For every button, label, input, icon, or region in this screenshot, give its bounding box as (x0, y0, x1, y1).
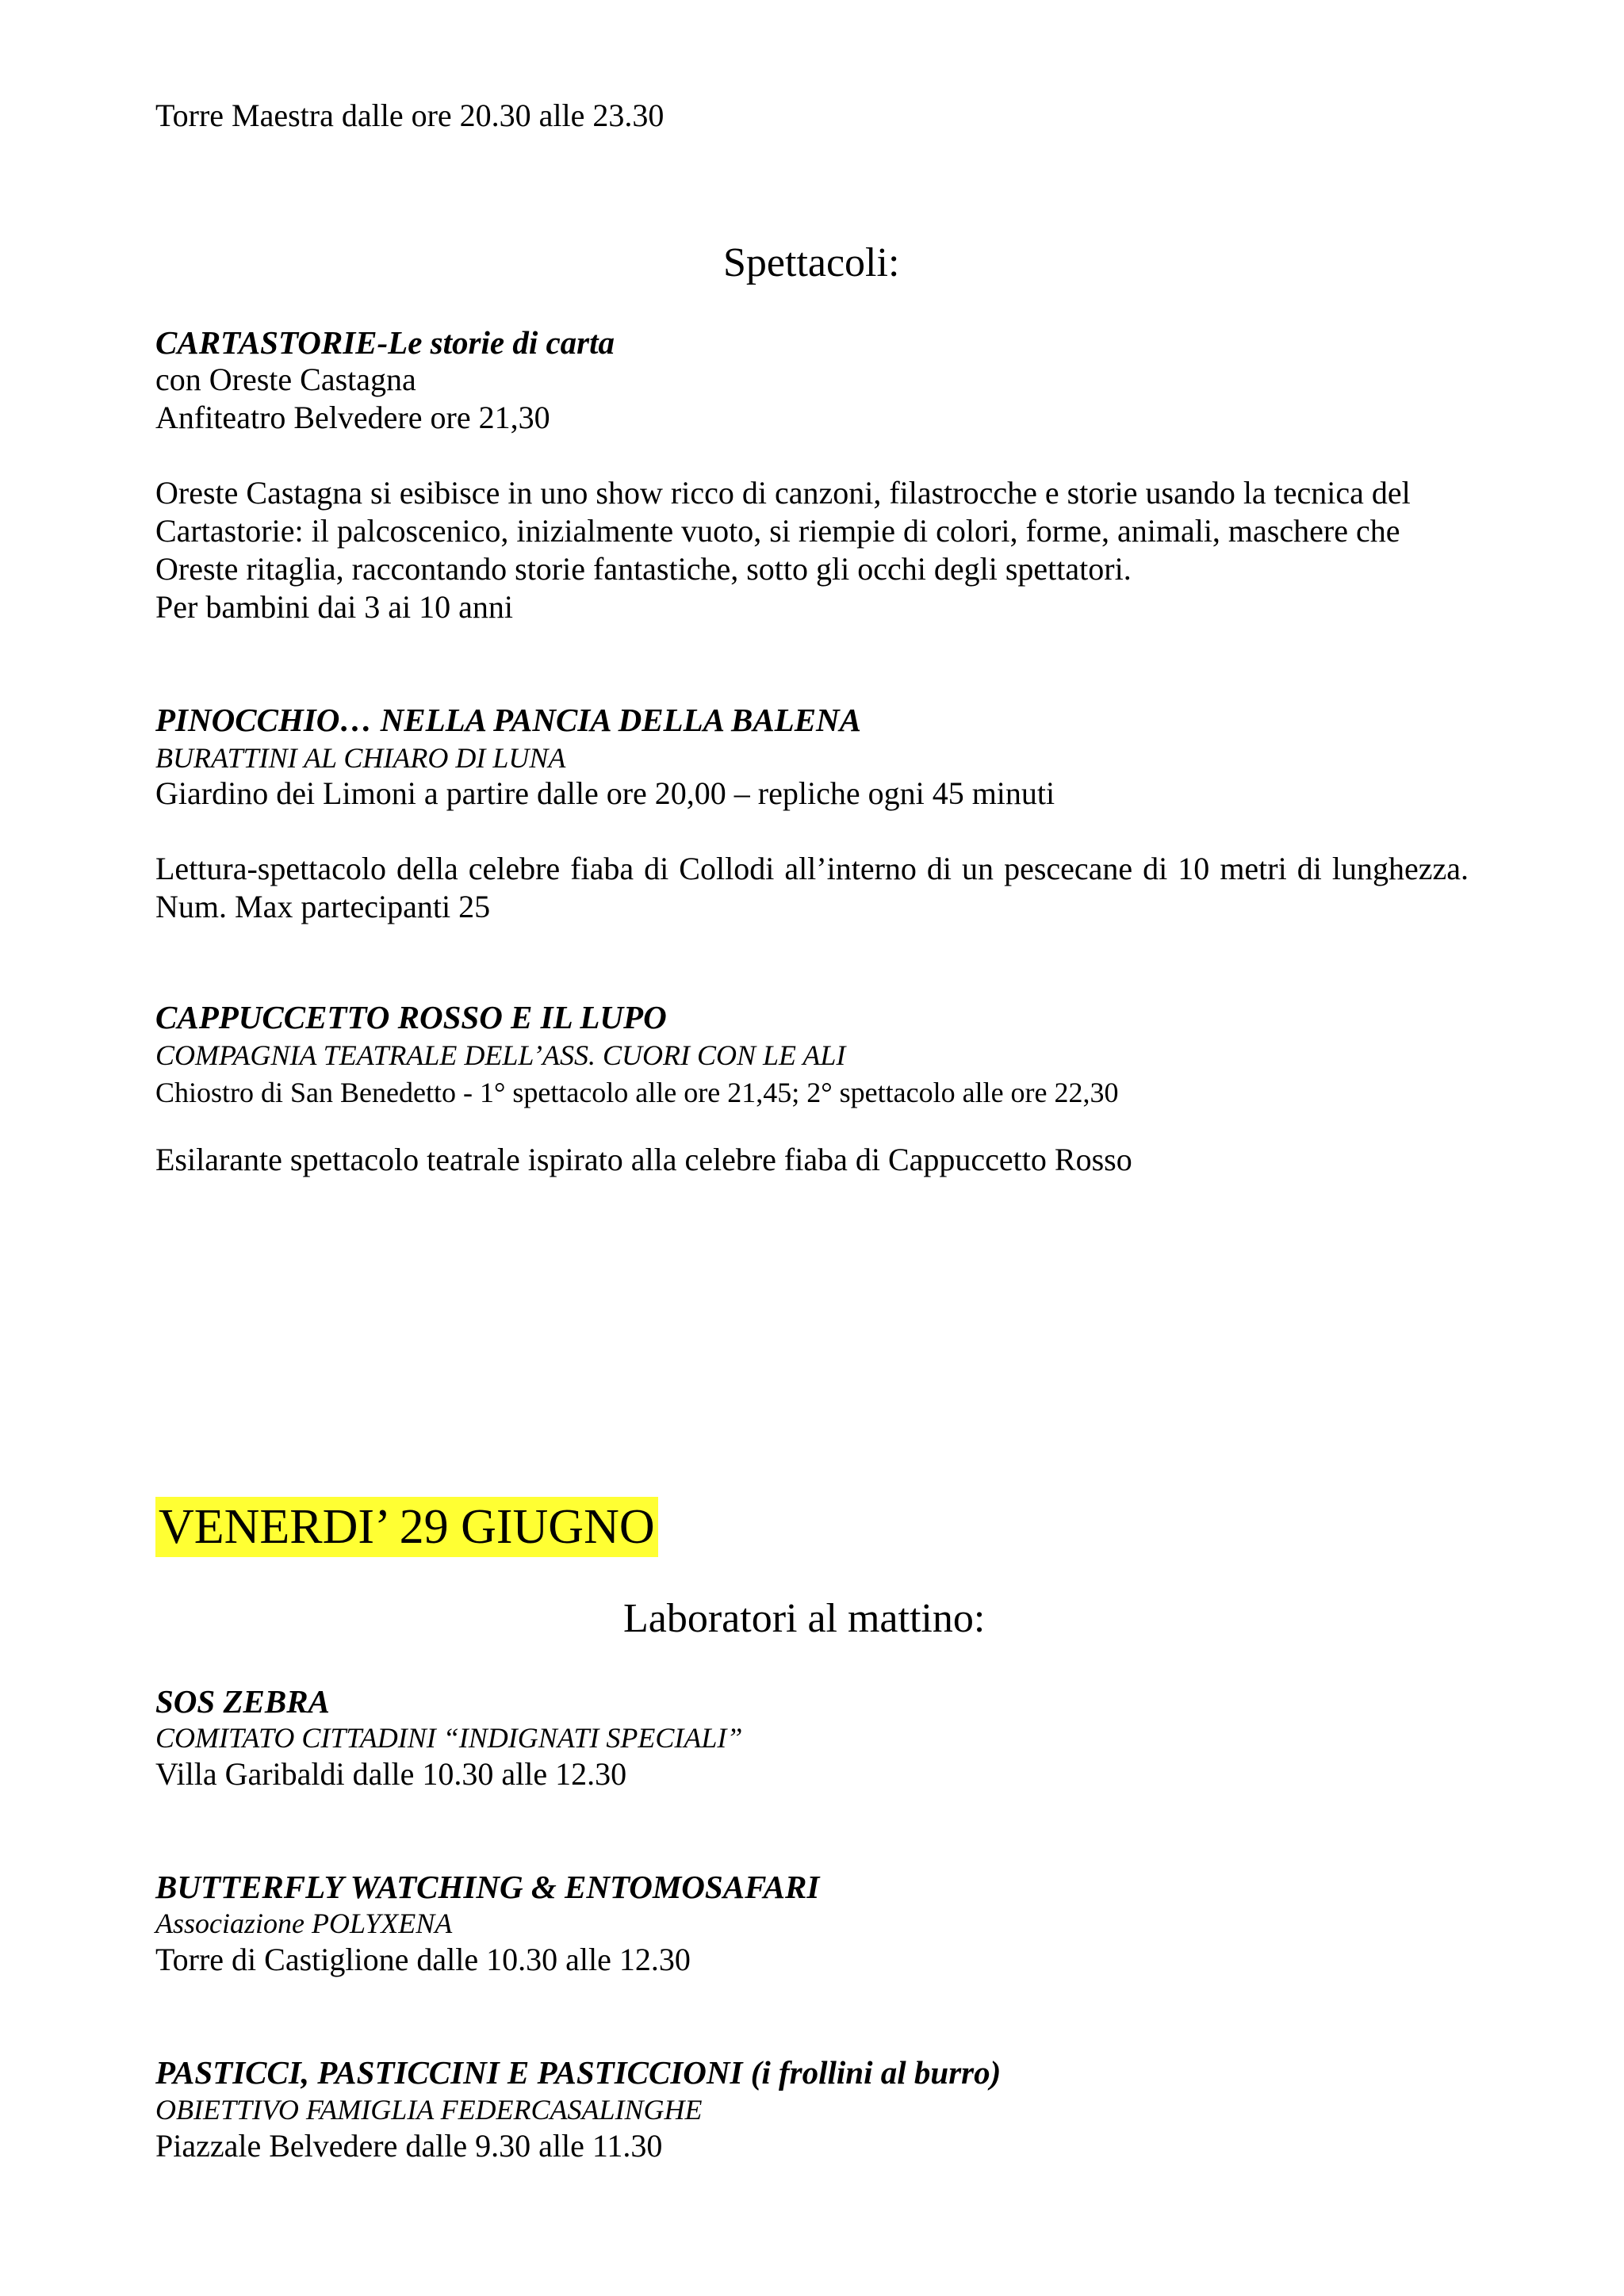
laboratori-heading: Laboratori al mattino: (623, 1596, 986, 1641)
event-place: Anfiteatro Belvedere ore 21,30 (155, 400, 550, 435)
event-performer: con Oreste Castagna (155, 362, 416, 397)
lab-place: Villa Garibaldi dalle 10.30 alle 12.30 (155, 1756, 627, 1792)
event-organizer: BURATTINI AL CHIARO DI LUNA (155, 742, 566, 774)
event-place: Giardino dei Limoni a partire dalle ore 20,00 – repliche ogni 45 minuti (155, 775, 1055, 811)
event-title: CAPPUCCETTO ROSSO E IL LUPO (155, 999, 667, 1035)
event-description-line: Oreste ritaglia, raccontando storie fantastiche, sotto gli occhi degli spettatori. (155, 551, 1132, 587)
lab-place: Piazzale Belvedere dalle 9.30 alle 11.30 (155, 2128, 663, 2164)
lab-place: Torre di Castiglione dalle 10.30 alle 12.30 (155, 1942, 691, 1977)
lab-title: SOS ZEBRA (155, 1683, 330, 1720)
event-title: PINOCCHIO… NELLA PANCIA DELLA BALENA (155, 702, 862, 738)
lab-organizer: COMITATO CITTADINI “INDIGNATI SPECIALI” (155, 1722, 743, 1754)
spettacoli-heading: Spettacoli: (723, 240, 900, 285)
lab-organizer: OBIETTIVO FAMIGLIA FEDERCASALINGHE (155, 2094, 703, 2126)
lab-title: PASTICCI, PASTICCINI E PASTICCIONI (i frollini al burro) (155, 2054, 1002, 2091)
event-description-line: Oreste Castagna si esibisce in uno show ricco di canzoni, filastrocche e storie usando la tecnica del (155, 475, 1411, 511)
lab-title: BUTTERFLY WATCHING & ENTOMOSAFARI (155, 1869, 820, 1905)
date-heading: VENERDI’ 29 GIUGNO (155, 1497, 658, 1557)
event-description: Esilarante spettacolo teatrale ispirato alla celebre fiaba di Cappuccetto Rosso (155, 1142, 1132, 1177)
event-description: Lettura-spettacolo della celebre fiaba di Collodi all’interno di un pescecane di 10 metri di lunghezza. Num. Max partecipanti 25 (155, 851, 1469, 924)
event-title: CARTASTORIE-Le storie di carta (155, 324, 615, 361)
event-age-line: Per bambini dai 3 ai 10 anni (155, 589, 514, 625)
event-place: Chiostro di San Benedetto - 1° spettacolo alle ore 21,45; 2° spettacolo alle ore 22,30 (155, 1077, 1119, 1108)
lab-organizer: Associazione POLYXENA (155, 1908, 453, 1939)
event-description-line: Cartastorie: il palcoscenico, inizialmente vuoto, si riempie di colori, forme, animali, maschere che (155, 513, 1400, 549)
top-line: Torre Maestra dalle ore 20.30 alle 23.30 (155, 98, 665, 133)
event-organizer: COMPAGNIA TEATRALE DELL’ASS. CUORI CON LE ALI (155, 1039, 846, 1071)
